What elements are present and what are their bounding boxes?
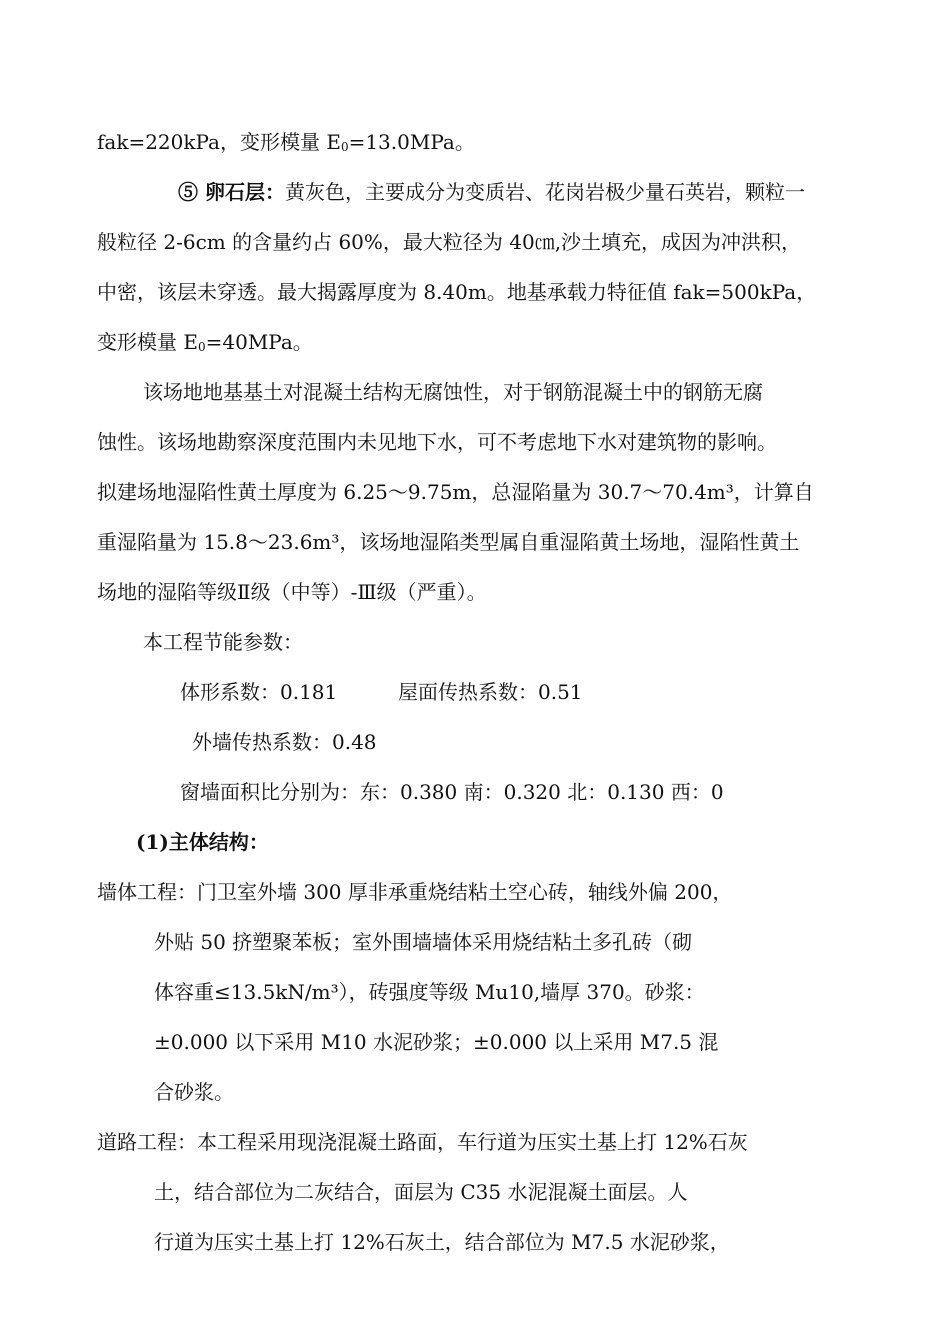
paragraph-line: 中密，该层未穿透。最大揭露厚度为 8.40m。地基承载力特征值 fak=500kPa， xyxy=(97,280,817,304)
paragraph-line: 道路工程：本工程采用现浇混凝土路面，车行道为压实土基上打 12%石灰 xyxy=(97,1130,748,1154)
section-heading: (1)主体结构： xyxy=(136,830,269,854)
shape-coefficient: 体形系数：0.181 xyxy=(180,680,338,704)
paragraph-line: 行道为压实土基上打 12%石灰土，结合部位为 M7.5 水泥砂浆， xyxy=(154,1230,730,1254)
paragraph-line: 该场地地基基土对混凝土结构无腐蚀性，对于钢筋混凝土中的钢筋无腐 xyxy=(143,380,763,404)
wall-heat-transfer: 外墙传热系数：0.48 xyxy=(192,730,377,754)
paragraph-line: 般粒径 2-6cm 的含量约占 60%，最大粒径为 40㎝,沙土填充，成因为冲洪积， xyxy=(97,230,802,254)
paragraph-line: 拟建场地湿陷性黄土厚度为 6.25～9.75m，总湿陷量为 30.7～70.4m³，计算自 xyxy=(97,480,814,504)
paragraph-line: 外贴 50 挤塑聚苯板；室外围墙墙体采用烧结粘土多孔砖（砌 xyxy=(154,930,693,954)
paragraph-line: 合砂浆。 xyxy=(154,1080,234,1104)
paragraph-line: 体容重≤13.5kN/m³），砖强度等级 Mu10,墙厚 370。砂浆： xyxy=(154,980,705,1004)
window-wall-ratio: 窗墙面积比分别为：东：0.380 南：0.320 北：0.130 西：0 xyxy=(180,780,724,804)
paragraph-line: 蚀性。该场地勘察深度范围内未见地下水，可不考虑地下水对建筑物的影响。 xyxy=(97,430,777,454)
section-heading: ⑤ 卵石层： xyxy=(178,180,285,204)
paragraph-line: fak=220kPa，变形模量 $E_0=13.0MPa$。 xyxy=(97,130,475,154)
paragraph-line: 重湿陷量为 15.8～23.6m³，该场地湿陷类型属自重湿陷黄土场地，湿陷性黄土 xyxy=(97,530,800,554)
paragraph-line: 土，结合部位为二灰结合，面层为 C35 水泥混凝土面层。人 xyxy=(154,1180,688,1204)
paragraph-line: 墙体工程：门卫室外墙 300 厚非承重烧结粘土空心砖，轴线外偏 200， xyxy=(97,880,733,904)
paragraph-line: ±0.000 以下采用 M10 水泥砂浆；±0.000 以上采用 M7.5 混 xyxy=(154,1030,719,1054)
energy-params-title: 本工程节能参数： xyxy=(143,630,303,654)
roof-heat-transfer: 屋面传热系数：0.51 xyxy=(398,680,583,704)
paragraph-line: 场地的湿陷等级Ⅱ级（中等）-Ⅲ级（严重）。 xyxy=(97,580,487,604)
paragraph-line: 变形模量 $E_0=40MPa$。 xyxy=(97,330,313,354)
paragraph-line: ⑤ 卵石层：黄灰色，主要成分为变质岩、花岗岩极少量石英岩，颗粒一 xyxy=(178,180,805,204)
